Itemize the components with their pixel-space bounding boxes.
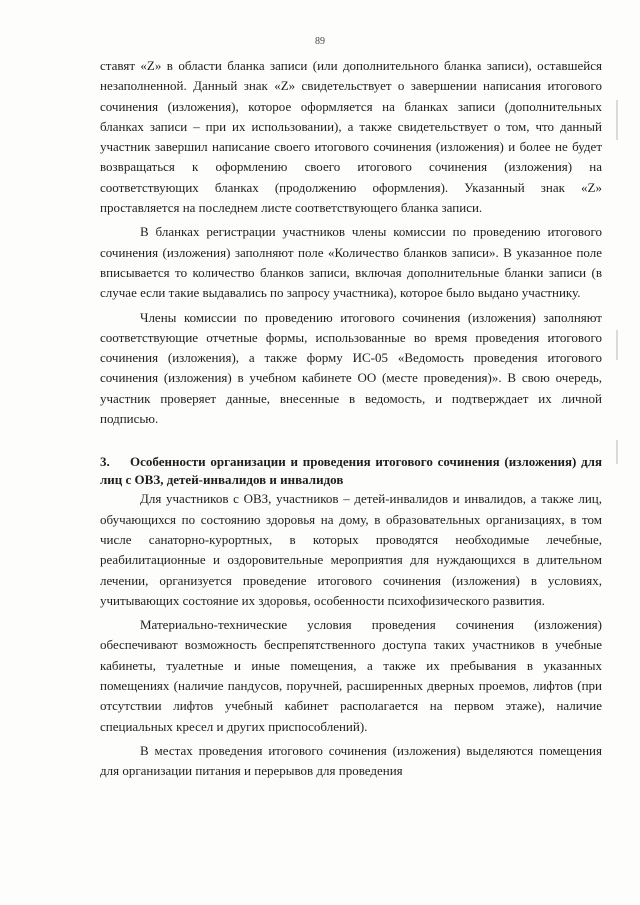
paragraph-registration-forms: В бланках регистрации участников члены комиссии по проведению итогового сочинения (изложения) заполняют поле «Количество бланков записи». В указанное поле вписывается то количество бланков записи, включая дополнительные бланки записи (в случае если такие выдавались по запросу участника), которое было выдано участнику. bbox=[100, 224, 602, 301]
section-title: Особенности организации и проведения итогового сочинения (изложения) для лиц с ОВЗ, детей-инвалидов и инвалидов bbox=[100, 454, 602, 488]
page-content bbox=[100, 56, 602, 782]
paragraph-premises: В местах проведения итогового сочинения (изложения) выделяются помещения для организации питания и перерывов для проведения bbox=[100, 742, 602, 779]
page-number: 89 bbox=[315, 36, 325, 47]
section-heading bbox=[100, 453, 602, 489]
paragraph-material-conditions: Материально-технические условия проведения сочинения (изложения) обеспечивают возможность беспрепятственного доступа таких участников в учебные кабинеты, туалетные и иные помещения, а также их пребывания в указанных помещениях (наличие пандусов, поручней, расширенных дверных проемов, лифтов (при отсутствии лифтов учебный кабинет располагается на первом этаже), наличие специальных кресел и других приспособлений). bbox=[100, 617, 602, 734]
paragraph-report-forms: Члены комиссии по проведению итогового сочинения (изложения) заполняют соответствующие отчетные формы, использованные во время проведения итогового сочинения (изложения), а также форму ИС-05 «Ведомость проведения итогового сочинения (изложения) в учебном кабинете ОО (месте проведения)». В свою очередь, участник проверяет данные, внесенные в ведомость, и подтверждает их личной подписью. bbox=[100, 309, 602, 427]
paragraph-special-conditions: Для участников с ОВЗ, участников – детей-инвалидов и инвалидов, а также лиц, обучающихся по состоянию здоровья на дому, в образовательных организациях, в том числе санаторно-курортных, в которых проводятся необходимые лечебные, реабилитационные и оздоровительные мероприятия для нуждающихся в длительном лечении, организуется проведение итогового сочинения (изложения) в условиях, учитывающих состояние их здоровья, особенности психофизического развития. bbox=[100, 491, 602, 608]
scan-edge-mark bbox=[616, 330, 618, 360]
paragraph-z-mark: ставят «Z» в области бланка записи (или дополнительного бланка записи), оставшейся незаполненной. Данный знак «Z» свидетельствует о завершении написания итогового сочинения (изложения), которое оформляется на бланках записи (дополнительных бланках записи – при их использовании), а также свидетельствует о том, что данный участник завершил написание своего итогового сочинения (изложения) и более не будет возвращаться к оформлению своего итогового сочинения (изложения) на соответствующих бланках (продолжению оформления). Указанный знак «Z» проставляется на последнем листе соответствующего бланка записи. bbox=[100, 58, 602, 216]
section-number: 3. bbox=[100, 454, 110, 470]
scan-edge-mark bbox=[616, 100, 618, 140]
scan-edge-mark bbox=[616, 440, 618, 464]
